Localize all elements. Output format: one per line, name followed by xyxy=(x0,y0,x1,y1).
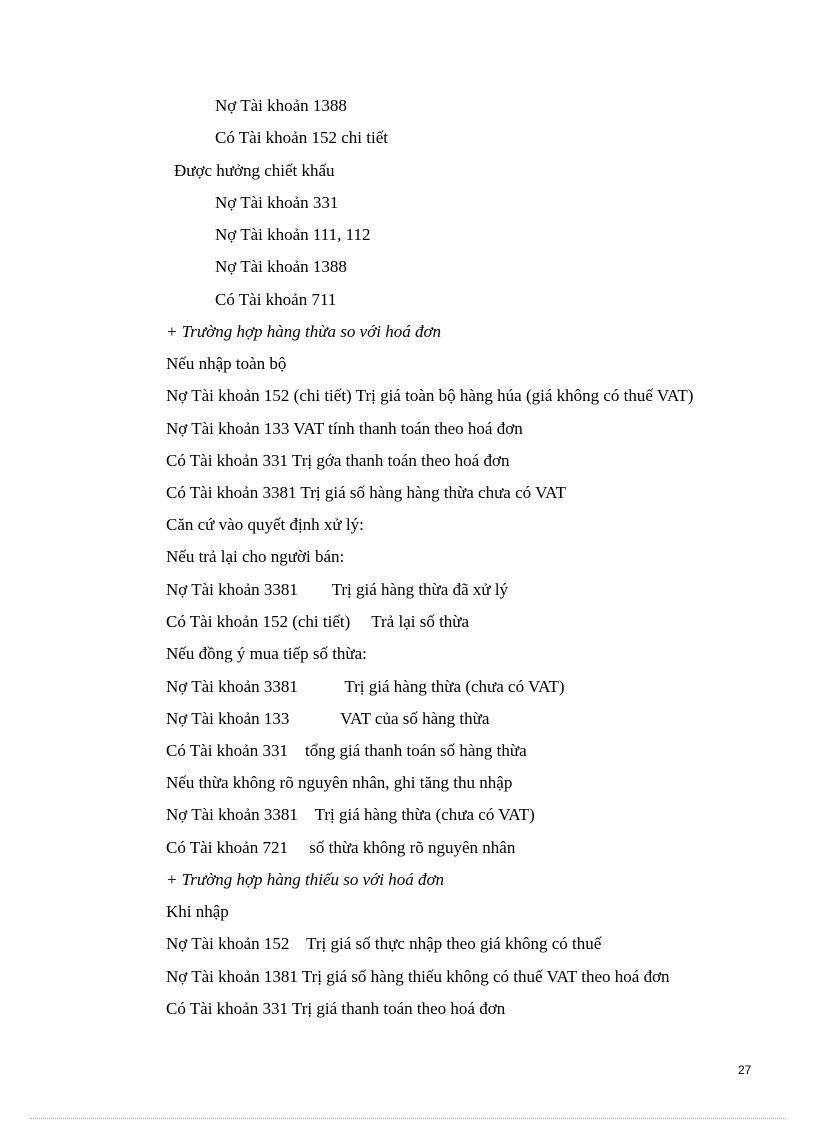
text-line: Được hưởng chiết khấu xyxy=(174,161,335,180)
text-line: Nợ Tài khoản 3381 Trị giá hàng thừa (chưa có VAT) xyxy=(166,805,535,824)
text-line: Có Tài khoản 331 Trị gớa thanh toán theo hoá đơn xyxy=(166,451,510,470)
text-line: Có Tài khoản 711 xyxy=(215,290,337,309)
section-heading: + Trường hợp hàng thừa so với hoá đơn xyxy=(166,322,442,341)
text-line: Nợ Tài khoản 1381 Trị giá số hàng thiếu không có thuế VAT theo hoá đơn xyxy=(166,967,670,986)
text-line: Nợ Tài khoản 152 Trị giá số thực nhập theo giá không có thuế xyxy=(166,934,602,953)
text-line: Có Tài khoản 331 Trị giá thanh toán theo hoá đơn xyxy=(166,999,506,1018)
page-number: 27 xyxy=(738,1063,752,1077)
text-line: Nếu thừa không rõ nguyên nhân, ghi tăng thu nhập xyxy=(166,773,513,792)
text-line: Nợ Tài khoản 331 xyxy=(215,193,339,212)
text-line: Nợ Tài khoản 3381 Trị giá hàng thừa (chưa có VAT) xyxy=(166,677,565,696)
text-line: Nợ Tài khoản 111, 112 xyxy=(215,225,371,244)
text-line: Có Tài khoản 152 (chi tiết) Trả lại số thừa xyxy=(166,612,470,631)
text-line: Căn cứ vào quyết định xử lý: xyxy=(166,515,364,534)
text-line: Nếu đồng ý mua tiếp số thừa: xyxy=(166,644,367,663)
text-line: Nợ Tài khoản 152 (chi tiết) Trị giá toàn bộ hàng húa (giá không có thuế VAT) xyxy=(166,386,694,405)
text-line: Có Tài khoản 152 chi tiết xyxy=(215,128,388,147)
text-line: Khi nhập xyxy=(166,902,229,921)
text-line: Nợ Tài khoản 1388 xyxy=(215,96,347,115)
text-line: Nếu trả lại cho người bán: xyxy=(166,547,345,566)
page-bottom-divider xyxy=(30,1118,786,1119)
text-line: Nợ Tài khoản 1388 xyxy=(215,257,347,276)
text-line: Có Tài khoản 331 tổng giá thanh toán số hàng thừa xyxy=(166,741,527,760)
text-line: Nếu nhập toàn bộ xyxy=(166,354,287,373)
section-heading: + Trường hợp hàng thiếu so với hoá đơn xyxy=(166,870,445,889)
text-line: Có Tài khoản 3381 Trị giá số hàng hàng thừa chưa có VAT xyxy=(166,483,566,502)
text-line: Nợ Tài khoản 133 VAT của số hàng thừa xyxy=(166,709,490,728)
text-line: Có Tài khoản 721 số thừa không rõ nguyên nhân xyxy=(166,838,516,857)
text-line: Nợ Tài khoản 133 VAT tính thanh toán theo hoá đơn xyxy=(166,419,523,438)
text-line: Nợ Tài khoản 3381 Trị giá hàng thừa đã xử lý xyxy=(166,580,509,599)
